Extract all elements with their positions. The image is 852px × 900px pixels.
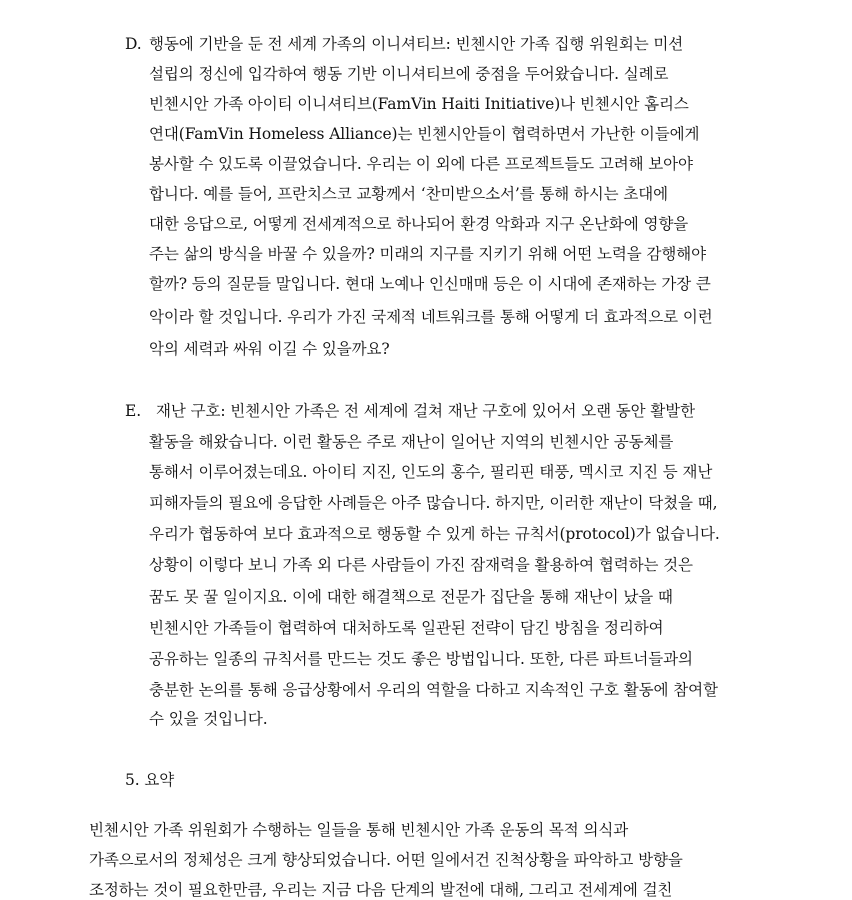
paragraph-line: 악이라 할 것입니다. 우리가 가진 국제적 네트워크를 통해 어떻게 더 효과적으로 이런	[149, 308, 713, 326]
paragraph-line: 합니다. 예를 들어, 프란치스코 교황께서 ‘찬미받으소서’를 통해 하시는 초대에	[149, 185, 668, 203]
paragraph-line: 피해자들의 필요에 응답한 사례들은 아주 많습니다. 하지만, 이러한 재난이 닥쳤을 때,	[149, 494, 718, 512]
paragraph-line: 가족으로서의 정체성은 크게 향상되었습니다. 어떤 일에서건 진척상황을 파악하고 방향을	[89, 851, 683, 869]
paragraph-line: 설립의 정신에 입각하여 행동 기반 이니셔티브에 중점을 두어왔습니다. 실례로	[149, 65, 669, 83]
paragraph-line: 우리가 협동하여 보다 효과적으로 행동할 수 있게 하는 규칙서(protocol)가 없습니다.	[149, 525, 720, 543]
paragraph-line: 빈첸시안 가족 아이티 이니셔티브(FamVin Haiti Initiative)나 빈첸시안 홈리스	[149, 95, 689, 113]
paragraph-line: 수 있을 것입니다.	[149, 710, 268, 728]
paragraph-line: 행동에 기반을 둔 전 세계 가족의 이니셔티브: 빈첸시안 가족 집행 위원회는 미션	[149, 35, 684, 53]
paragraph-line: 대한 응답으로, 어떻게 전세계적으로 하나되어 환경 악화과 지구 온난화에 영향을	[149, 215, 689, 233]
paragraph-line: 공유하는 일종의 규칙서를 만드는 것도 좋은 방법입니다. 또한, 다른 파트너들과의	[149, 650, 693, 668]
paragraph-line: 재난 구호: 빈첸시안 가족은 전 세계에 걸쳐 재난 구호에 있어서 오랜 동안 활발한	[156, 402, 695, 420]
paragraph-line: 상황이 이렇다 보니 가족 외 다른 사람들이 가진 잠재력을 활용하여 협력하는 것은	[149, 556, 693, 574]
section-heading: 5. 요약	[125, 771, 175, 789]
paragraph-line: 조정하는 것이 필요한만큼, 우리는 지금 다음 단계의 발전에 대해, 그리고 전세계에 걸친	[89, 881, 673, 899]
paragraph-line: 빈첸시안 가족 위원회가 수행하는 일들을 통해 빈첸시안 가족 운동의 목적 의식과	[89, 821, 629, 839]
paragraph-line: 할까? 등의 질문들 말입니다. 현대 노예나 인신매매 등은 이 시대에 존재하는 가장 큰	[149, 275, 711, 293]
paragraph-line: 주는 삶의 방식을 바꿀 수 있을까? 미래의 지구를 지키기 위해 어떤 노력을 감행해야	[149, 245, 706, 263]
section-marker: D.	[125, 35, 142, 53]
paragraph-line: 충분한 논의를 통해 응급상황에서 우리의 역할을 다하고 지속적인 구호 활동에 참여할	[149, 681, 718, 699]
paragraph-line: 통해서 이루어졌는데요. 아이티 지진, 인도의 홍수, 필리핀 태풍, 멕시코 지진 등 재난	[149, 463, 713, 481]
section-marker: E.	[125, 402, 142, 420]
paragraph-line: 연대(FamVin Homeless Alliance)는 빈첸시안들이 협력하면서 가난한 이들에게	[149, 125, 700, 143]
paragraph-line: 악의 세력과 싸워 이길 수 있을까요?	[149, 340, 390, 358]
paragraph-line: 빈첸시안 가족들이 협력하여 대처하도록 일관된 전략이 담긴 방침을 정리하여	[149, 619, 664, 637]
paragraph-line: 꿈도 못 꿀 일이지요. 이에 대한 해결책으로 전문가 집단을 통해 재난이 났을 때	[149, 588, 673, 606]
paragraph-line: 활동을 해왔습니다. 이런 활동은 주로 재난이 일어난 지역의 빈첸시안 공동체를	[149, 433, 674, 451]
paragraph-line: 봉사할 수 있도록 이끌었습니다. 우리는 이 외에 다른 프로젝트들도 고려해 보아야	[149, 155, 693, 173]
